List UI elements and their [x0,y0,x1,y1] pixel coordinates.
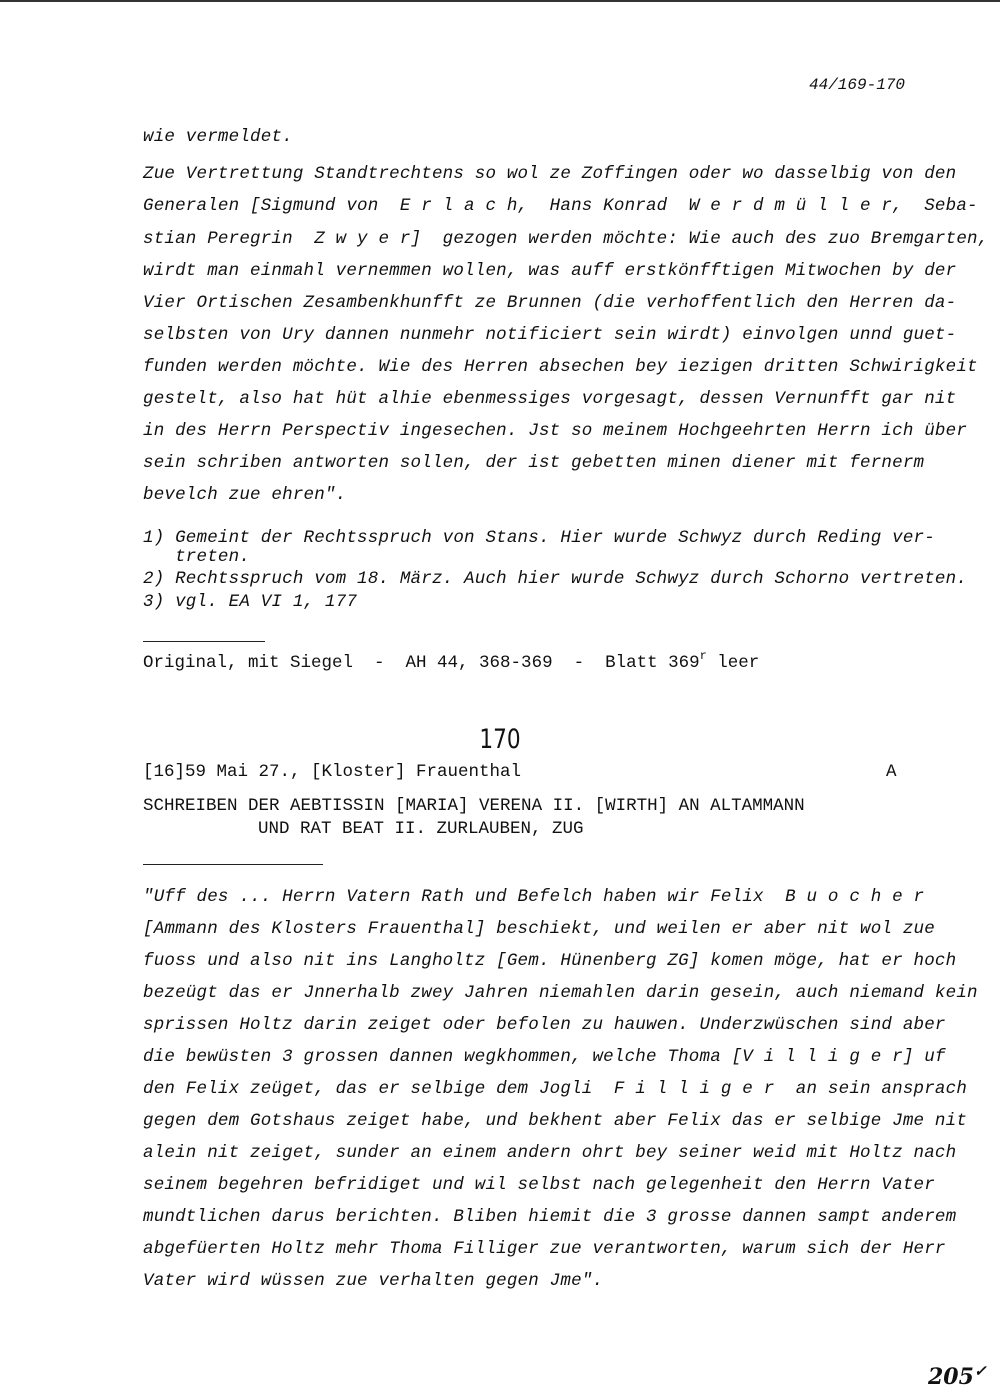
document-title-line1: SCHREIBEN DER AEBTISSIN [MARIA] VERENA II. [WIRTH] AN ALTAMMANN [143,796,805,816]
text-line: stian Peregrin Z w y e r] gezogen werden möchte: Wie auch des zuo Bremgarten, [143,229,989,249]
text-line: wie vermeldet. [143,127,293,147]
text-line: Vater wird wüssen zue verhalten gegen Jme". [143,1271,604,1291]
document-number: 170 [479,724,521,755]
text-line: bezeügt das er Jnnerhalb zwey Jahren niemahlen darin gesein, auch niemand kein [143,983,978,1003]
text-line: den Felix zeüget, das er selbige dem Jogli F i l l i g e r an sein ansprach [143,1079,968,1099]
text-line: sprissen Holtz darin zeiget oder befolen zu hauwen. Underzwüschen sind aber [143,1015,946,1035]
checkmark-icon: ✓ [973,1362,987,1380]
handwritten-page-mark [928,1364,987,1390]
page-reference: 44/169-170 [808,76,905,94]
source-note-tail: leer [706,653,760,673]
text-line: funden werden möchte. Wie des Herren absechen bey iezigen dritten Schwirigkeit [143,357,978,377]
text-line: abgefüerten Holtz mehr Thoma Filliger zue verantworten, warum sich der Herr [143,1239,946,1259]
divider [143,864,323,865]
text-line: Generalen [Sigmund von E r l a c h, Hans Konrad W e r d m ü l l e r, Seba- [143,196,978,216]
text-line: fuoss und also nit ins Langholtz [Gem. Hünenberg ZG] komen möge, hat er hoch [143,951,957,971]
text-line: mundtlichen darus berichten. Bliben hiemit die 3 grosse dannen sampt anderem [143,1207,957,1227]
handwritten-number: 205 [928,1364,974,1390]
text-line: gegen dem Gotshaus zeiget habe, und bekhent aber Felix das er selbige Jme nit [143,1111,968,1131]
source-note-superscript: r [699,649,707,663]
footnote: 1) Gemeint der Rechtsspruch von Stans. Hier wurde Schwyz durch Reding ver- [143,528,935,548]
text-line: bevelch zue ehren". [143,485,347,505]
footnote: 3) vgl. EA VI 1, 177 [143,592,358,612]
footnote: 2) Rechtsspruch vom 18. März. Auch hier wurde Schwyz durch Schorno vertreten. [143,569,968,589]
text-line: gestelt, also hat hüt alhie ebenmessiges vorgesagt, dessen Vernunfft gar nit [143,389,957,409]
letter-marker: A [886,762,897,782]
text-line: seinem begehren befridiget und wil selbst nach gelegenheit den Herrn Vater [143,1175,935,1195]
text-line: "Uff des ... Herrn Vatern Rath und Befelch haben wir Felix B u o c h e r [143,887,925,907]
text-line: in des Herrn Perspectiv ingesechen. Jst so meinem Hochgeehrten Herrn ich über [143,421,968,441]
text-line: die bewüsten 3 grossen dannen wegkhommen, welche Thoma [V i l l i g e r] uf [143,1047,946,1067]
text-line: sein schriben antworten sollen, der ist gebetten minen diener mit fernerm [143,453,925,473]
text-line: Zue Vertrettung Standtrechtens so wol ze Zoffingen oder wo dasselbig von den [143,164,957,184]
top-border [0,0,1000,2]
text-line: [Ammann des Klosters Frauenthal] beschiekt, und weilen er aber nit wol zue [143,919,935,939]
source-note-text: Original, mit Siegel - AH 44, 368-369 - Blatt 369 [143,653,700,673]
footnote: treten. [143,547,251,567]
divider [143,641,265,642]
text-line: wirdt man einmahl vernemmen wollen, was auff erstkönfftigen Mitwochen by der [143,261,957,281]
text-line: Vier Ortischen Zesambenkhunfft ze Brunnen (die verhoffentlich den Herren da- [143,293,957,313]
text-line: selbsten von Ury dannen nunmehr notificiert sein wirdt) einvolgen unnd guet- [143,325,957,345]
document-title-line2: UND RAT BEAT II. ZURLAUBEN, ZUG [258,819,584,839]
source-note [143,649,760,673]
date-place: [16]59 Mai 27., [Kloster] Frauenthal [143,762,522,782]
text-line: alein nit zeiget, sunder an einem andern ohrt bey seiner weid mit Holtz nach [143,1143,957,1163]
